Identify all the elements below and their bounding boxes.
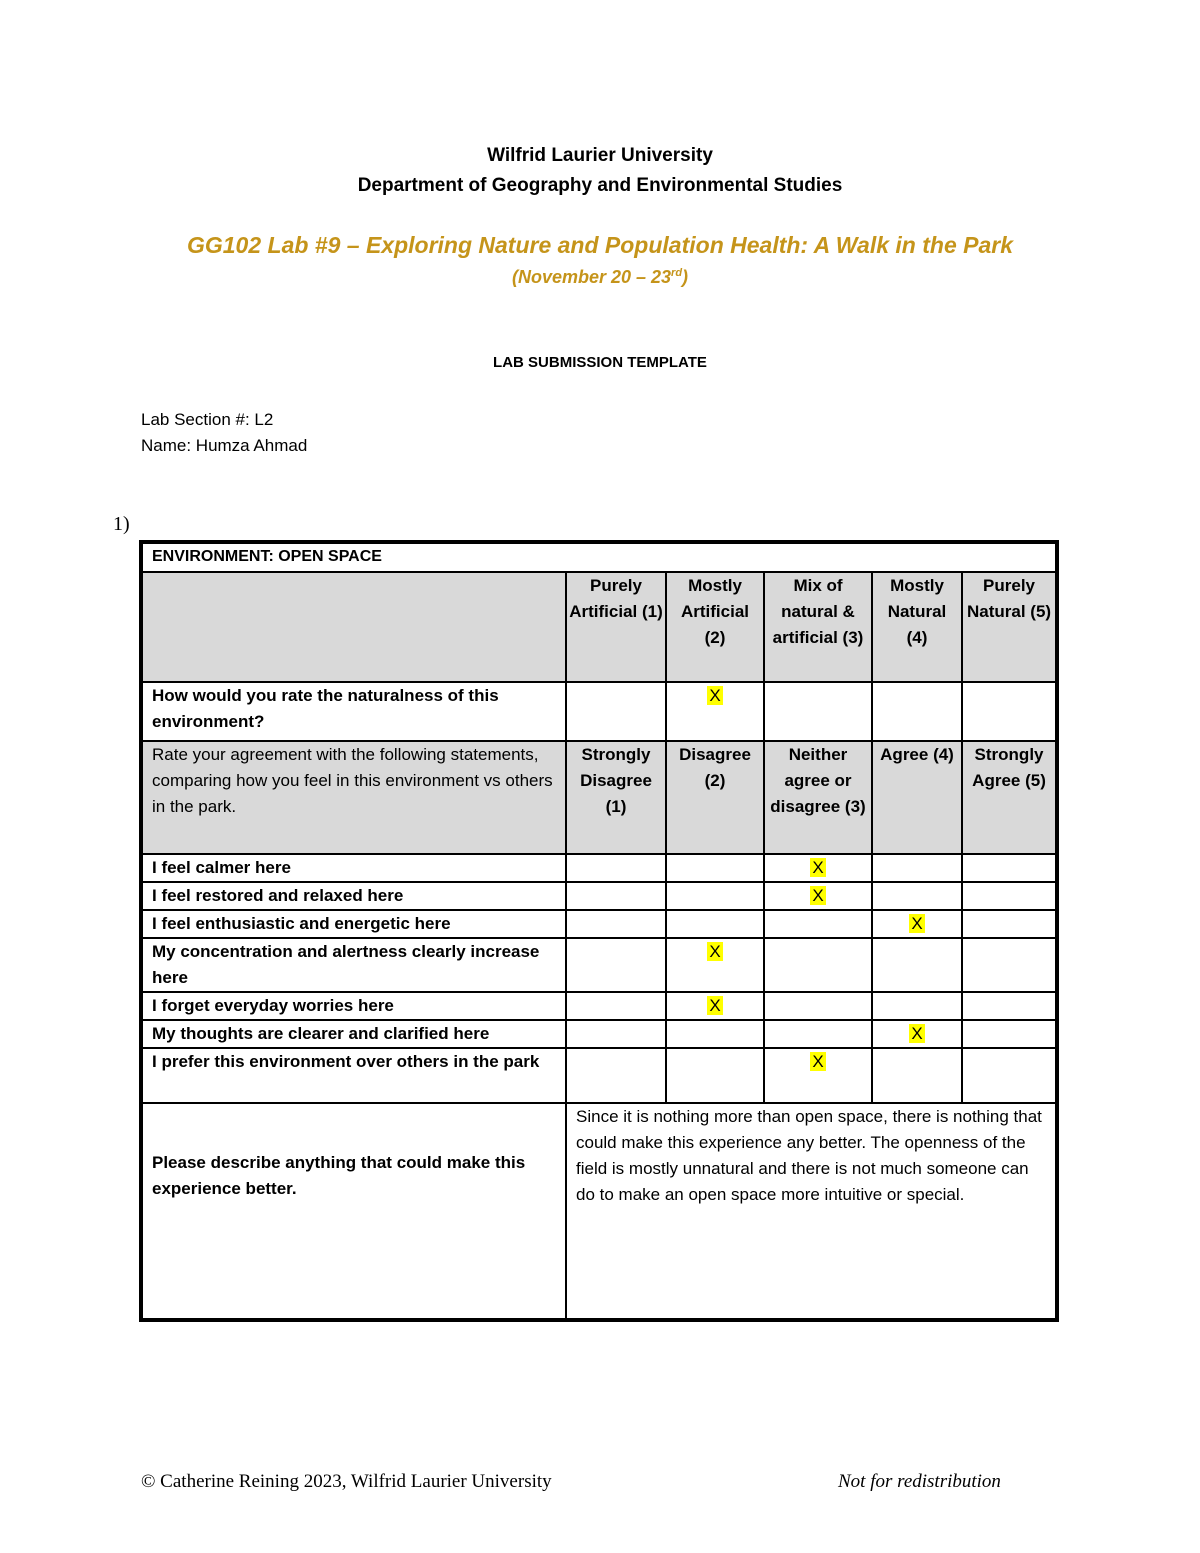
rating-cell-3[interactable] — [764, 910, 872, 938]
naturalness-question: How would you rate the naturalness of this environment? — [141, 682, 566, 741]
rating-cell-1[interactable] — [566, 938, 666, 992]
lab-title: GG102 Lab #9 – Exploring Nature and Population Health: A Walk in the Park — [186, 232, 1014, 258]
scale-neither: Neither agree or disagree (3) — [764, 741, 872, 854]
rating-cell-5[interactable] — [962, 882, 1057, 910]
selected-mark: X — [812, 858, 824, 877]
rating-cell-1[interactable] — [566, 1048, 666, 1103]
rating-cell-1[interactable] — [566, 854, 666, 882]
statement-text: I prefer this environment over others in the park — [141, 1048, 566, 1103]
statement-row — [141, 854, 1057, 882]
rating-cell-2[interactable] — [666, 938, 764, 992]
selected-mark: X — [911, 914, 923, 933]
rating-cell-5[interactable] — [962, 1020, 1057, 1048]
statement-text: My concentration and alertness clearly increase here — [141, 938, 566, 992]
rating-cell-5[interactable] — [962, 992, 1057, 1020]
naturalness-cell-2[interactable] — [666, 682, 764, 741]
rating-cell-3[interactable] — [764, 1048, 872, 1103]
statement-row — [141, 910, 1057, 938]
scale-purely-natural: Purely Natural (5) — [962, 572, 1057, 682]
statement-row — [141, 1020, 1057, 1048]
scale-strongly-agree: Strongly Agree (5) — [962, 741, 1057, 854]
describe-row — [141, 1103, 1057, 1320]
rating-cell-2[interactable] — [666, 854, 764, 882]
question-number: 1) — [113, 513, 130, 535]
statement-row — [141, 992, 1057, 1020]
environment-row — [141, 542, 1057, 572]
rating-cell-3[interactable] — [764, 854, 872, 882]
copyright: © Catherine Reining 2023, Wilfrid Laurier University — [141, 1471, 552, 1492]
rating-cell-4[interactable] — [872, 1048, 962, 1103]
selected-mark: X — [812, 886, 824, 905]
rating-cell-4[interactable] — [872, 938, 962, 992]
selected-mark: X — [812, 1052, 824, 1071]
rating-cell-2[interactable] — [666, 910, 764, 938]
scale-disagree: Disagree (2) — [666, 741, 764, 854]
scale-mix: Mix of natural & artificial (3) — [764, 572, 872, 682]
agreement-scale-row — [141, 741, 1057, 854]
statement-text: I feel calmer here — [141, 854, 566, 882]
statement-text: I forget everyday worries here — [141, 992, 566, 1020]
statement-text: I feel restored and relaxed here — [141, 882, 566, 910]
selected-mark: X — [911, 1024, 923, 1043]
naturalness-cell-5[interactable] — [962, 682, 1057, 741]
lab-section: Lab Section #: L2 — [141, 410, 274, 429]
rating-cell-3[interactable] — [764, 992, 872, 1020]
rating-cell-5[interactable] — [962, 910, 1057, 938]
describe-prompt: Please describe anything that could make this experience better. — [141, 1103, 566, 1320]
date-superscript: rd — [671, 267, 683, 279]
rating-cell-3[interactable] — [764, 1020, 872, 1048]
survey-table — [139, 540, 1059, 1322]
rating-cell-4[interactable] — [872, 1020, 962, 1048]
lab-dates — [0, 267, 1200, 288]
rating-cell-4[interactable] — [872, 992, 962, 1020]
scale-strongly-disagree: Strongly Disagree (1) — [566, 741, 666, 854]
rating-cell-1[interactable] — [566, 1020, 666, 1048]
rating-cell-3[interactable] — [764, 882, 872, 910]
describe-answer[interactable]: Since it is nothing more than open space, there is nothing that could make this experience any better. The openness of the field is mostly unnatural and there is not much someone can do to make an open space more intuitive or special. — [566, 1103, 1057, 1320]
rating-cell-4[interactable] — [872, 910, 962, 938]
rating-cell-5[interactable] — [962, 854, 1057, 882]
rating-cell-1[interactable] — [566, 882, 666, 910]
scale-agree: Agree (4) — [872, 741, 962, 854]
selected-mark: X — [709, 686, 721, 705]
student-name: Name: Humza Ahmad — [141, 436, 308, 455]
rating-cell-2[interactable] — [666, 882, 764, 910]
university-heading: Wilfrid Laurier University — [487, 145, 713, 166]
rating-cell-2[interactable] — [666, 992, 764, 1020]
agreement-prompt: Rate your agreement with the following statements, comparing how you feel in this environment vs others in the park. — [141, 741, 566, 854]
department-heading: Department of Geography and Environmental Studies — [357, 175, 843, 196]
statement-row — [141, 1048, 1057, 1103]
rating-cell-5[interactable] — [962, 1048, 1057, 1103]
environment-title: ENVIRONMENT: OPEN SPACE — [141, 542, 1057, 572]
naturalness-cell-1[interactable] — [566, 682, 666, 741]
naturalness-cell-4[interactable] — [872, 682, 962, 741]
rating-cell-3[interactable] — [764, 938, 872, 992]
redistribution-notice: Not for redistribution — [838, 1471, 1001, 1492]
date-prefix: (November 20 – 23 — [511, 267, 672, 287]
naturalness-scale-blank — [141, 572, 566, 682]
rating-cell-2[interactable] — [666, 1048, 764, 1103]
scale-mostly-artificial: Mostly Artificial (2) — [666, 572, 764, 682]
naturalness-cell-3[interactable] — [764, 682, 872, 741]
rating-cell-2[interactable] — [666, 1020, 764, 1048]
date-suffix: ) — [682, 267, 689, 287]
statement-text: My thoughts are clearer and clarified here — [141, 1020, 566, 1048]
naturalness-scale-row — [141, 572, 1057, 682]
scale-mostly-natural: Mostly Natural (4) — [872, 572, 962, 682]
statement-row — [141, 938, 1057, 992]
selected-mark: X — [709, 996, 721, 1015]
selected-mark: X — [709, 942, 721, 961]
rating-cell-4[interactable] — [872, 854, 962, 882]
rating-cell-4[interactable] — [872, 882, 962, 910]
rating-cell-5[interactable] — [962, 938, 1057, 992]
template-label: LAB SUBMISSION TEMPLATE — [493, 354, 707, 371]
statement-text: I feel enthusiastic and energetic here — [141, 910, 566, 938]
scale-purely-artificial: Purely Artificial (1) — [566, 572, 666, 682]
rating-cell-1[interactable] — [566, 910, 666, 938]
statement-row — [141, 882, 1057, 910]
naturalness-question-row — [141, 682, 1057, 741]
rating-cell-1[interactable] — [566, 992, 666, 1020]
